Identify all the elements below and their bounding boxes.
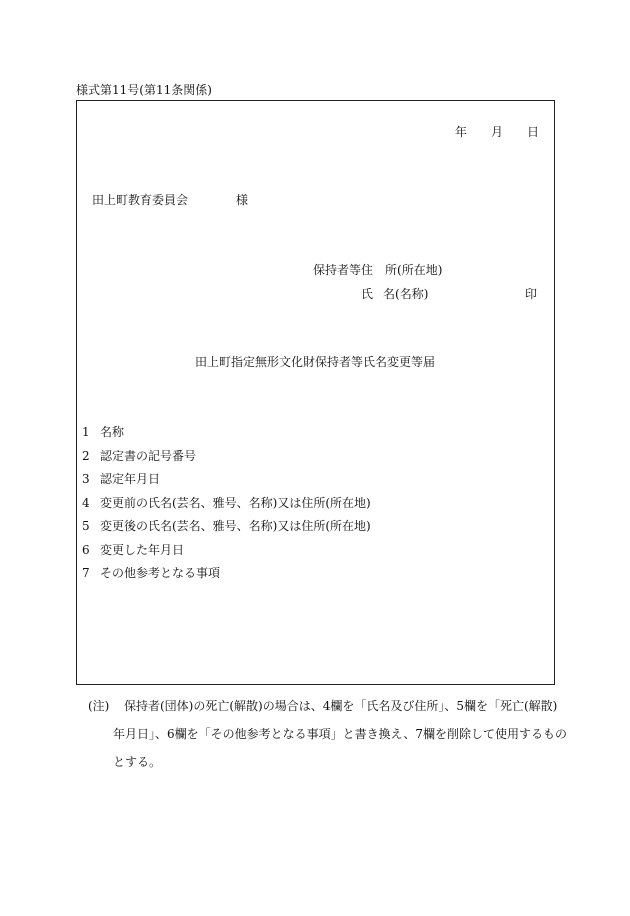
holder-address-label: 住 所(所在地) — [361, 263, 443, 277]
date-day-label: 日 — [527, 125, 540, 139]
item-text: 変更前の氏名(芸名、雅号、名称)又は住所(所在地) — [100, 495, 371, 510]
list-item — [82, 518, 371, 542]
seal-mark: 印 — [525, 287, 538, 301]
item-number: 1 — [82, 425, 90, 439]
addressee — [92, 192, 248, 208]
document-title: 田上町指定無形文化財保持者等氏名変更等届 — [194, 355, 435, 369]
item-number: 2 — [82, 448, 90, 463]
holder-name-prefix: 氏 — [361, 287, 374, 301]
item-text: 変更後の氏名(芸名、雅号、名称)又は住所(所在地) — [100, 519, 371, 533]
list-item — [82, 471, 371, 495]
addressee-name: 田上町教育委員会 — [92, 193, 189, 207]
holder-prefix: 保持者等 — [313, 263, 362, 277]
footnote-text-1: 保持者(団体)の死亡(解散)の場合は、4欄を「氏名及び住所」、5欄を「死亡(解散) — [124, 699, 558, 713]
form-number: 様式第11号(第11条関係) — [76, 83, 212, 97]
item-text: 認定年月日 — [100, 472, 161, 486]
list-item — [82, 542, 371, 566]
list-item — [82, 495, 371, 519]
addressee-honorific: 様 — [236, 193, 249, 207]
footnote-label: (注) — [88, 699, 110, 713]
item-text: 認定書の記号番号 — [100, 448, 197, 463]
footnote-line-3: とする。 — [113, 755, 162, 769]
holder-name-label: 名(名称) — [383, 287, 429, 301]
list-item — [82, 565, 371, 589]
footnote-line-2: 年月日」、6欄を「その他参考となる事項」と書き換え、7欄を削除して使用するもの — [113, 727, 567, 741]
list-item — [82, 424, 371, 448]
item-number: 6 — [82, 542, 90, 557]
date-year-label: 年 — [455, 125, 468, 139]
items-list — [82, 424, 371, 589]
item-number: 4 — [82, 495, 90, 510]
item-number: 7 — [82, 566, 90, 580]
list-item — [82, 448, 371, 472]
item-number: 3 — [82, 472, 90, 486]
item-text: 名称 — [100, 425, 125, 439]
item-text: 変更した年月日 — [100, 542, 185, 557]
form-frame — [76, 100, 555, 685]
holder-address-line — [313, 262, 442, 278]
date-line — [455, 124, 539, 140]
holder-name-line — [361, 286, 428, 302]
item-text: その他参考となる事項 — [100, 566, 221, 580]
date-month-label: 月 — [491, 125, 504, 139]
footnote — [88, 692, 567, 776]
footnote-line-1 — [88, 692, 558, 720]
item-number: 5 — [82, 519, 90, 533]
